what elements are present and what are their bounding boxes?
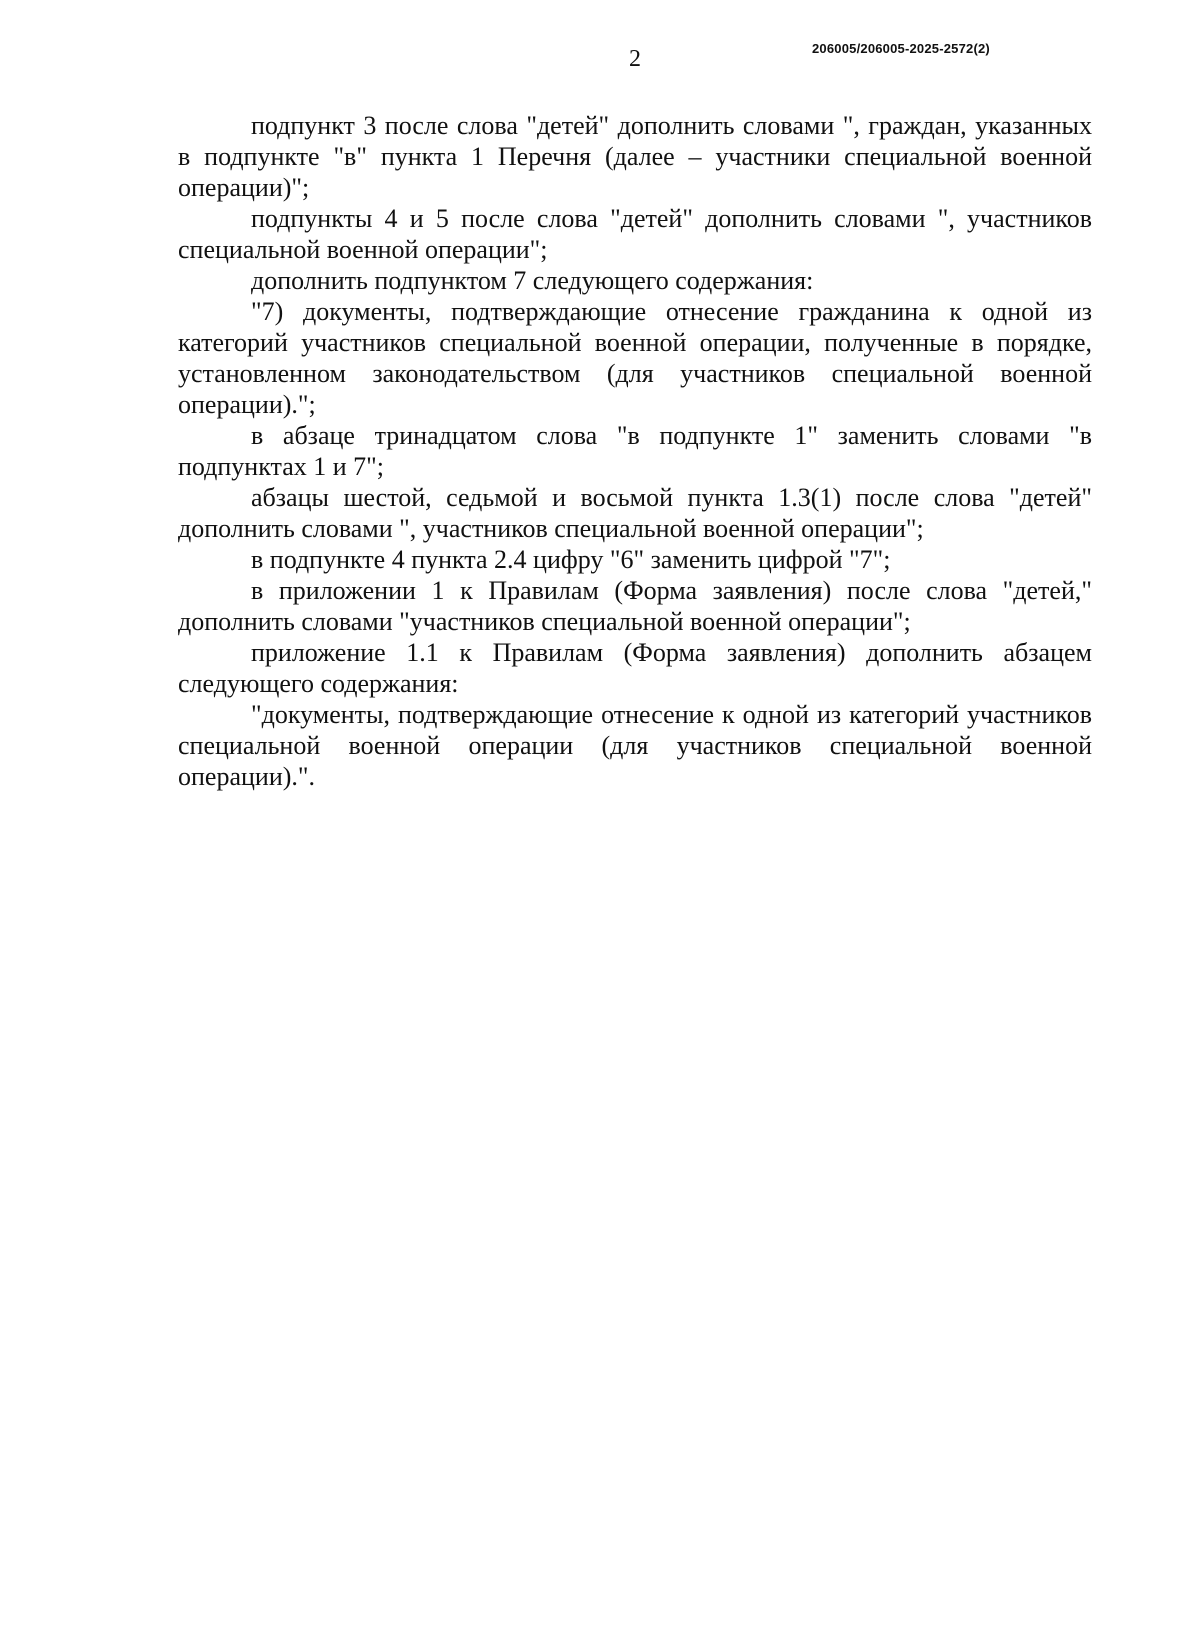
paragraph-add-subitem-7: дополнить подпунктом 7 следующего содержания:	[251, 266, 814, 295]
paragraph-appendix-1: в приложении 1 к Правилам (Форма заявления) после слова "детей," дополнить словами "участников специальной военной операции";	[178, 576, 1092, 636]
paragraph-subitem-7-text: "7) документы, подтверждающие отнесение гражданина к одной из категорий участников специальной военной операции, полученные в порядке, установленном законодательством (для участников специальной военной операции).";	[178, 297, 1092, 419]
document-body	[178, 110, 1092, 792]
paragraph-item-1-3-1: абзацы шестой, седьмой и восьмой пункта 1.3(1) после слова "детей" дополнить словами ", участников специальной военной операции";	[178, 483, 1092, 543]
paragraph-appendix-1-1: приложение 1.1 к Правилам (Форма заявления) дополнить абзацем следующего содержания:	[178, 638, 1092, 698]
paragraph-subitem-3: подпункт 3 после слова "детей" дополнить словами ", граждан, указанных в подпункте "в" пункта 1 Перечня (далее – участники специальной военной операции)";	[178, 111, 1092, 202]
paragraph-appendix-1-1-text: "документы, подтверждающие отнесение к одной из категорий участников специальной военной операции (для участников специальной военной операции).".	[178, 700, 1092, 791]
paragraph-subitems-4-5: подпункты 4 и 5 после слова "детей" дополнить словами ", участников специальной военной операции";	[178, 204, 1092, 264]
page-number: 2	[629, 46, 641, 72]
paragraph-item-2-4: в подпункте 4 пункта 2.4 цифру "6" заменить цифрой "7";	[251, 545, 891, 574]
document-code: 206005/206005-2025-2572(2)	[812, 41, 990, 56]
paragraph-thirteenth-abzac: в абзаце тринадцатом слова "в подпункте 1" заменить словами "в подпунктах 1 и 7";	[178, 421, 1092, 481]
